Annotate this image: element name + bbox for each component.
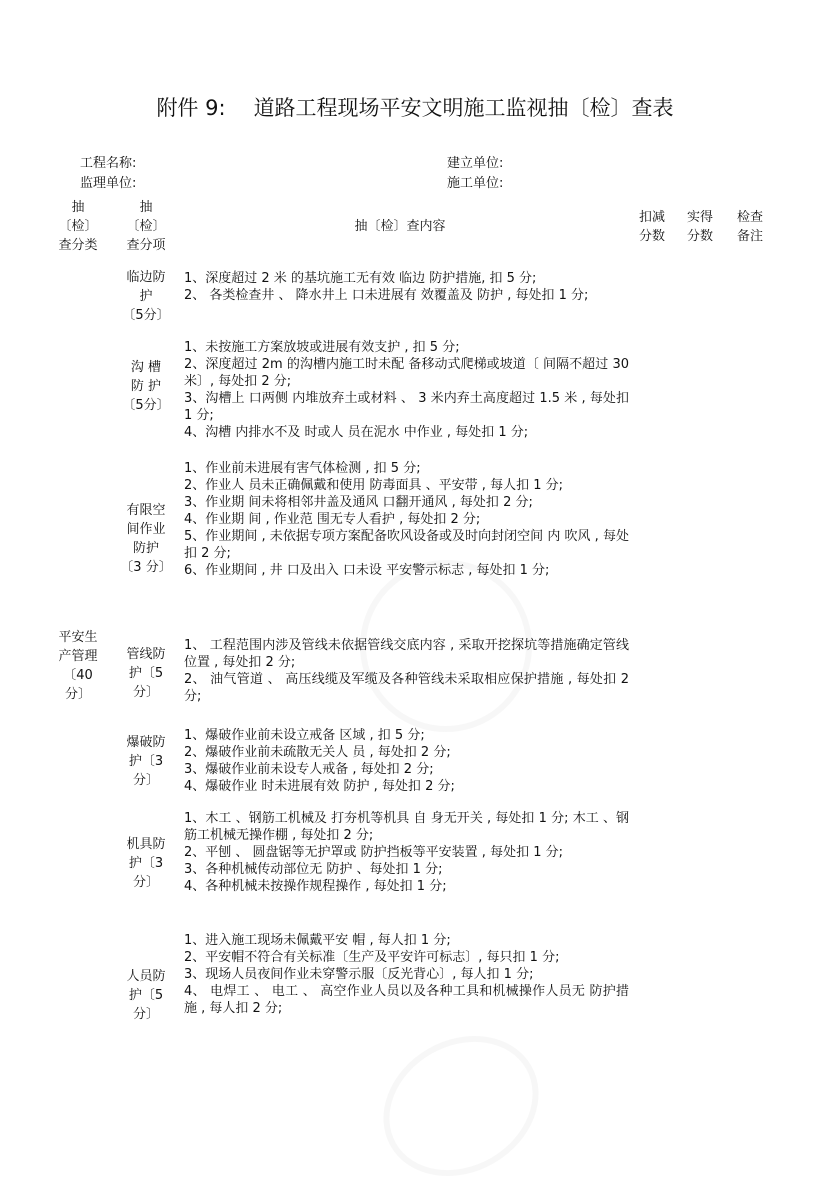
item-name: 人员防 护〔5 分〕 (126, 969, 166, 1022)
item-content (184, 932, 629, 1017)
content-line: 2、深度超过 2m 的沟槽内施工时未配 备移动式爬梯或坡道〔 间隔不超过 30 米〕, 每处扣 2 分; (184, 357, 629, 389)
content-line: 4、 电焊工 、 电工 、 高空作业人员以及各种工具和机械操作人员无 防护措施 , 每人扣 2 分; (184, 984, 629, 1016)
content-line: 1、深度超过 2 米 的基坑施工无有效 临边 防护措施, 扣 5 分; (184, 271, 537, 286)
content-line: 1、爆破作业前未设立戒备 区域 , 扣 5 分; (184, 728, 425, 743)
item-name: 管线防 护〔5 分〕 (126, 647, 166, 700)
item-name: 沟 槽 防 护 〔5分〕 (122, 360, 170, 413)
header-content: 抽〔检〕查内容 (354, 219, 446, 234)
construction-unit-label: 施工单位: (447, 176, 504, 191)
header-deduct: 扣减 分数 (638, 210, 665, 244)
content-line: 2、作业人 员未正确佩戴和使用 防毒面具 、平安带 , 每人扣 1 分; (184, 478, 563, 493)
item-content (184, 727, 629, 795)
content-line: 1、作业前未进展有害气体检测 , 扣 5 分; (184, 461, 421, 476)
item-content (184, 270, 629, 304)
item-content (184, 637, 629, 705)
content-line: 2、 油气管道 、 高压线缆及军缆及各种管线未采取相应保护措施 , 每处扣 2 分; (184, 672, 629, 704)
watermark-seal (358, 1008, 564, 1203)
item-content (184, 460, 629, 579)
item-name: 机具防 护〔3 分〕 (126, 837, 166, 890)
content-line: 3、爆破作业前未设专人戒备 , 每处扣 2 分; (184, 762, 434, 777)
category-safety-management: 平安生 产管理 〔40 分〕 (58, 630, 98, 702)
content-line: 2、爆破作业前未疏散无关人 员 , 每处扣 2 分; (184, 745, 451, 760)
content-line: 4、作业期 间 , 作业范 围无专人看护 , 每处扣 2 分; (184, 512, 481, 527)
content-line: 4、各种机械未按操作规程操作 , 每处扣 1 分; (184, 879, 447, 894)
header-item: 抽 〔检〕 查分项 (126, 200, 166, 253)
table-title: 道路工程现场平安文明施工监视抽〔检〕查表 (253, 96, 674, 120)
item-content (184, 339, 629, 441)
item-name: 有限空 间作业 防护 〔3 分〕 (120, 503, 172, 575)
content-line: 1、 工程范围内涉及管线未依据管线交底内容 , 采取开挖探坑等措施确定管线位置 , 每处扣 2 分; (184, 638, 629, 670)
content-line: 3、沟槽上 口两侧 内堆放弃土或材料 、 3 米内弃土高度超过 1.5 米 , 每处扣 1 分; (184, 391, 629, 423)
content-line: 3、作业期 间未将相邻井盖及通风 口翻开通风 , 每处扣 2 分; (184, 495, 533, 510)
content-line: 1、未按施工方案放坡或进展有效支护 , 扣 5 分; (184, 340, 460, 355)
content-line: 1、木工 、钢筋工机械及 打夯机等机具 自 身无开关 , 每处扣 1 分; 木工 、钢筋工机械无操作棚 , 每处扣 2 分; (184, 811, 629, 843)
item-name: 爆破防 护〔3 分〕 (126, 735, 166, 788)
header-category: 抽 〔检〕 查分类 (58, 200, 98, 253)
content-line: 3、各种机械传动部位无 防护 、每处扣 1 分; (184, 862, 443, 877)
item-content (184, 810, 629, 895)
content-line: 4、沟槽 内排水不及 时或人 员在泥水 中作业 , 每处扣 1 分; (184, 425, 529, 440)
supervision-unit-label: 监理单位: (80, 176, 137, 191)
header-remark: 检查 备注 (736, 210, 763, 244)
content-line: 6、作业期间 , 井 口及出入 口未设 平安警示标志 , 每处扣 1 分; (184, 563, 550, 578)
content-line: 5、作业期间 , 未依据专项方案配备吹风设备或及时向封闭空间 内 吹风 , 每处扣 2 分; (184, 529, 629, 561)
project-name-label: 工程名称: (80, 156, 137, 171)
page-title (0, 92, 830, 122)
content-line: 2、平刨 、 圆盘锯等无护罩或 防护挡板等平安装置 , 每处扣 1 分; (184, 845, 563, 860)
content-line: 3、现场人员夜间作业未穿警示服〔反光背心〕, 每人扣 1 分; (184, 967, 534, 982)
content-line: 1、进入施工现场未佩戴平安 帽 , 每人扣 1 分; (184, 933, 451, 948)
content-line: 4、爆破作业 时未进展有效 防护 , 每处扣 2 分; (184, 779, 455, 794)
header-actual: 实得 分数 (686, 210, 713, 244)
build-unit-label: 建立单位: (447, 156, 504, 171)
content-line: 2、平安帽不符合有关标准〔生产及平安许可标志〕, 每只扣 1 分; (184, 950, 560, 965)
content-line: 2、 各类检查井 、 降水井上 口未进展有 效覆盖及 防护 , 每处扣 1 分; (184, 288, 589, 303)
attachment-label: 附件 9: (156, 96, 226, 120)
item-name: 临边防 护 〔5分〕 (122, 270, 170, 323)
